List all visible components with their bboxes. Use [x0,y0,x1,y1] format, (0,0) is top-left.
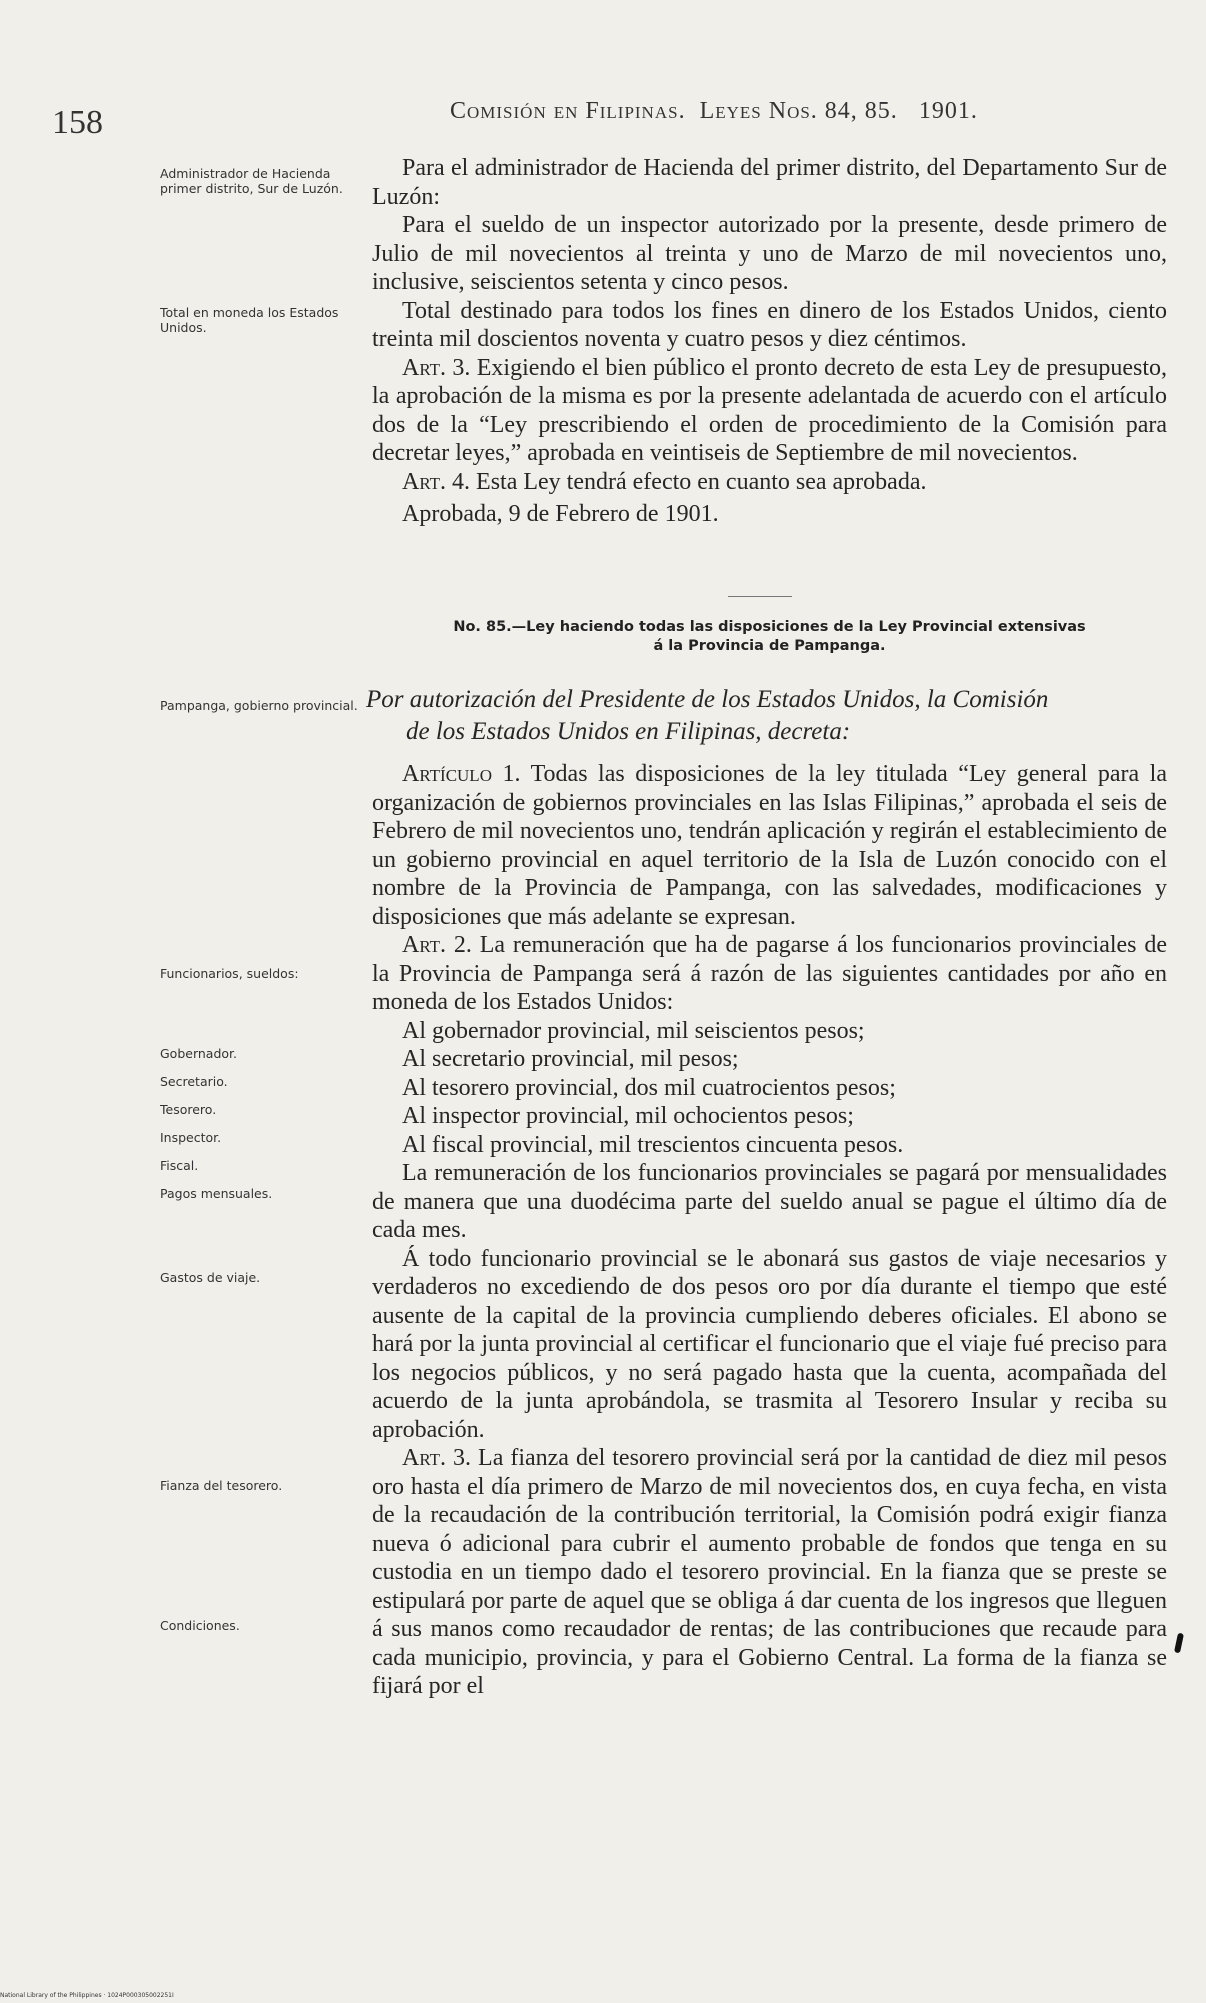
margin-note-gastos: Gastos de viaje. [160,1270,261,1285]
law84-art4-label: Art. 4. [402,468,471,495]
margin-note-inspector: Inspector. [160,1130,222,1145]
ink-blot-mark [1174,1633,1184,1654]
law85-art2-label: Art. 2. [402,932,472,958]
law84-approved: Aprobada, 9 de Febrero de 1901. [402,501,719,527]
running-head-laws: Leyes Nos. 84, 85. [699,98,898,124]
salary-gobernador: Al gobernador provincial, mil seiscientos pesos; [402,1017,865,1044]
salary-secretario: Al secretario provincial, mil pesos; [402,1046,739,1072]
law84-body [372,154,1167,529]
law84-para-total: Total destinado para todos los fines en dinero de los Estados Unidos, ciento treinta mil doscientos noventa y cuatro pesos y diez céntimos. [372,297,1167,352]
running-head-year: 1901. [918,98,978,124]
law84-article-4 [372,468,1167,497]
margin-note-pampanga: Pampanga, gobierno provincial. [160,698,358,713]
law85-article-3 [372,1444,1167,1701]
salary-tesorero: Al tesorero provincial, dos mil cuatrocientos pesos; [402,1074,896,1101]
enacting-line1: Por autorización del Presidente de los Estados Unidos, la Comisión [366,686,1049,713]
law85-article-2 [372,931,1167,1017]
law85-monthly-payments: La remuneración de los funcionarios provinciales se pagará por mensualidades de manera que una duodécima parte del sueldo anual se pague el último día de cada mes. [372,1160,1167,1243]
law84-art3-label: Art. 3. [402,354,471,381]
law84-para-sueldo: Para el sueldo de un inspector autorizado por la presente, desde primero de Julio de mil novecientos al treinta y uno de Marzo de mil novecientos uno, inclusive, seiscientos setenta y cinco pesos. [372,212,1167,295]
margin-note-gobernador: Gobernador. [160,1046,238,1061]
law85-heading [372,618,1167,656]
enacting-line2: de los Estados Unidos en Filipinas, decreta: [406,718,851,745]
margin-note-administrador: Administrador de Hacienda primer distrito, Sur de Luzón. [160,166,343,196]
margin-note-secretario: Secretario. [160,1074,228,1089]
running-head-commission: Comisión en Filipinas. [450,98,686,124]
law85-art1-text: Todas las disposiciones de la ley titulada “Ley general para la organización de gobiernos provinciales en las Islas Filipinas,” aprobada el seis de Febrero de mil novecientos uno, tendrán aplicación y regirán el establecimiento de un gobierno provincial en aquel territorio de la Isla de Luzón conocido con el nombre de la Provincia de Pampanga, con las salvedades, modificaciones y disposiciones que más adelante se expresan. [372,761,1167,930]
law85-article-1 [372,760,1167,931]
margin-note-pagos: Pagos mensuales. [160,1186,273,1201]
margin-note-fianza: Fianza del tesorero. [160,1478,283,1493]
law85-heading-line2: á la Provincia de Pampanga. [653,638,886,654]
law85-travel-expenses: Á todo funcionario provincial se le abonará sus gastos de viaje necesarios y verdaderos no excediendo de dos pesos oro por día durante el tiempo que esté ausente de la capital de la provincia cumpliendo deberes oficiales. El abono se hará por la junta provincial al certificar el funcionario que el viaje fué preciso para los negocios públicos, y no será pagado hasta que la cuenta, acompañada del acuerdo de la junta aprobándola, se trasmita al Tesorero Insular y reciba su aprobación. [372,1245,1167,1443]
law84-art3-text: Exigiendo el bien público el pronto decreto de esta Ley de presupuesto, la aprobación de la misma es por la presente adelantada de acuerdo con el artículo dos de la “Ley prescribiendo el orden de procedimiento de la Comisión para decretar leyes,” aprobada en veintiseis de Septiembre de mil novecientos. [372,354,1168,466]
law84-article-3 [372,354,1167,468]
salary-inspector: Al inspector provincial, mil ochocientos pesos; [402,1103,854,1129]
margin-note-total: Total en moneda los Estados Unidos. [160,305,339,335]
law85-body [372,760,1167,1701]
margin-note-tesorero: Tesorero. [160,1102,217,1117]
law85-art3-label: Art. 3. [402,1445,472,1471]
footer-credit: National Library of the Philippines · 1024P000305002251I [0,1992,174,1999]
law85-art2-text: La remuneración que ha de pagarse á los funcionarios provinciales de la Provincia de Pampanga será á razón de las siguientes cantidades por año en moneda de los Estados Unidos: [372,932,1167,1015]
margin-note-funcionarios: Funcionarios, sueldos: [160,966,299,981]
page-number: 158 [52,104,103,141]
margin-note-fiscal: Fiscal. [160,1158,199,1173]
law85-heading-line1: No. 85.—Ley haciendo todas las disposiciones de la Ley Provincial extensivas [453,619,1086,635]
law85-art3-text: La fianza del tesorero provincial será por la cantidad de diez mil pesos oro hasta el día primero de Marzo de mil novecientos dos, en cuya fecha, en vista de la recaudación de la contribución territorial, la Comisión podrá exigir fianza nueva ó adicional para cubrir el aumento probable de fondos que tenga en su custodia en un tiempo dado el tesorero provincial. En la fianza que se preste se estipulará por parte de aquel que se obliga á dar cuenta de los ingresos que lleguen á sus manos como recaudador de rentas; de las contribuciones que recaude para cada municipio, provincia, y para el Gobierno Central. La forma de la fianza se fijará por el [372,1445,1167,1699]
law85-enacting-clause [366,684,1166,748]
law85-art1-label: Artículo 1. [402,761,521,787]
running-head [450,98,978,125]
section-divider [728,596,792,597]
salary-fiscal: Al fiscal provincial, mil trescientos cincuenta pesos. [402,1131,904,1158]
law84-para-administrador: Para el administrador de Hacienda del primer distrito, del Departamento Sur de Luzón: [372,155,1167,210]
law84-art4-text: Esta Ley tendrá efecto en cuanto sea aprobada. [476,468,927,495]
margin-note-condiciones: Condiciones. [160,1618,240,1633]
